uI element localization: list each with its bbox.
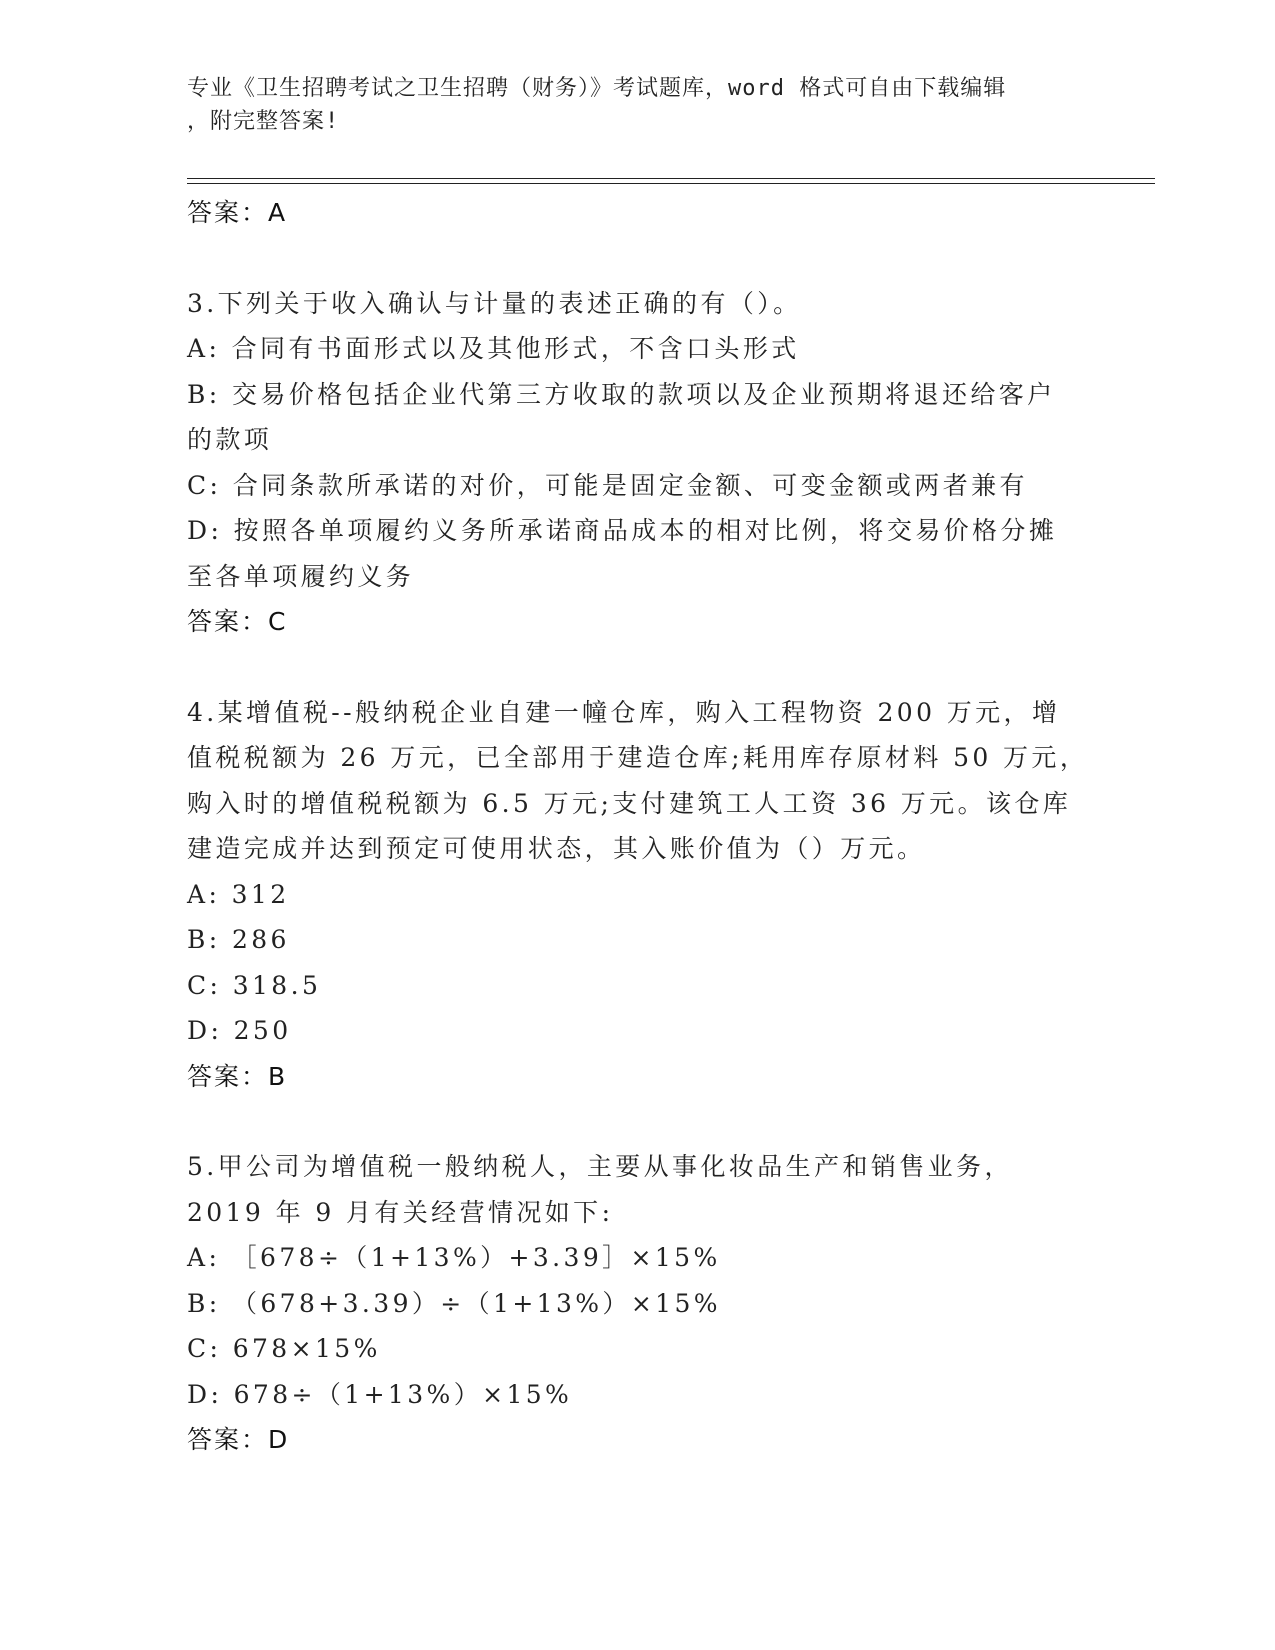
question-stem-continued: 值税税额为 26 万元，已全部用于建造仓库;耗用库存原材料 50 万元， bbox=[187, 743, 1089, 772]
answer: 答案：C bbox=[187, 607, 288, 636]
option-b: B: （678+3.39）÷（1+13%）×15% bbox=[187, 1288, 721, 1318]
option-c: C: 318.5 bbox=[187, 970, 322, 1000]
document-header bbox=[187, 72, 1077, 138]
question-stem: 4.某增值税--般纳税企业自建一幢仓库，购入工程物资 200 万元，增 bbox=[187, 697, 1061, 727]
option-d: D: 按照各单项履约义务所承诺商品成本的相对比例，将交易价格分摊 bbox=[187, 516, 1058, 545]
question-3 bbox=[187, 281, 1087, 645]
question-list bbox=[187, 190, 1087, 1463]
question-4 bbox=[187, 690, 1087, 1100]
option-a: A: 合同有书面形式以及其他形式，不含口头形式 bbox=[187, 334, 800, 363]
answer: 答案：D bbox=[187, 1425, 290, 1454]
header-divider bbox=[187, 178, 1155, 179]
option-c: C: 合同条款所承诺的对价，可能是固定金额、可变金额或两者兼有 bbox=[187, 470, 1028, 500]
header-divider-secondary bbox=[187, 183, 1155, 184]
option-d: D: 250 bbox=[187, 1016, 292, 1045]
option-d-continued: 至各单项履约义务 bbox=[187, 561, 415, 591]
option-c: C: 678×15% bbox=[187, 1334, 381, 1363]
header-line-1: 专业《卫生招聘考试之卫生招聘（财务）》考试题库，word 格式可自由下载编辑 bbox=[187, 76, 1007, 101]
spacer bbox=[187, 1099, 1087, 1144]
option-a: A: 312 bbox=[187, 879, 290, 909]
question-stem: 5.甲公司为增值税一般纳税人，主要从事化妆品生产和销售业务， bbox=[187, 1152, 1013, 1181]
question-stem-continued: 2019 年 9 月有关经营情况如下: bbox=[187, 1197, 614, 1227]
header-line-2: ，附完整答案! bbox=[187, 109, 340, 134]
previous-answer: 答案：A bbox=[187, 198, 288, 227]
answer: 答案：B bbox=[187, 1061, 288, 1091]
question-stem-continued: 建造完成并达到预定可使用状态，其入账价值为（）万元。 bbox=[187, 834, 926, 863]
question-stem: 3.下列关于收入确认与计量的表述正确的有（）。 bbox=[187, 288, 802, 318]
option-d: D: 678÷（1+13%）×15% bbox=[187, 1379, 573, 1409]
option-b: B: 286 bbox=[187, 925, 290, 954]
option-b-continued: 的款项 bbox=[187, 425, 273, 454]
question-5 bbox=[187, 1144, 1087, 1463]
question-stem-continued: 购入时的增值税税额为 6.5 万元;支付建筑工人工资 36 万元。该仓库 bbox=[187, 788, 1072, 818]
option-b: B: 交易价格包括企业代第三方收取的款项以及企业预期将退还给客户 bbox=[187, 379, 1056, 409]
spacer bbox=[187, 236, 1087, 281]
spacer bbox=[187, 645, 1087, 690]
option-a: A: ［678÷（1+13%）+3.39］×15% bbox=[187, 1243, 721, 1272]
